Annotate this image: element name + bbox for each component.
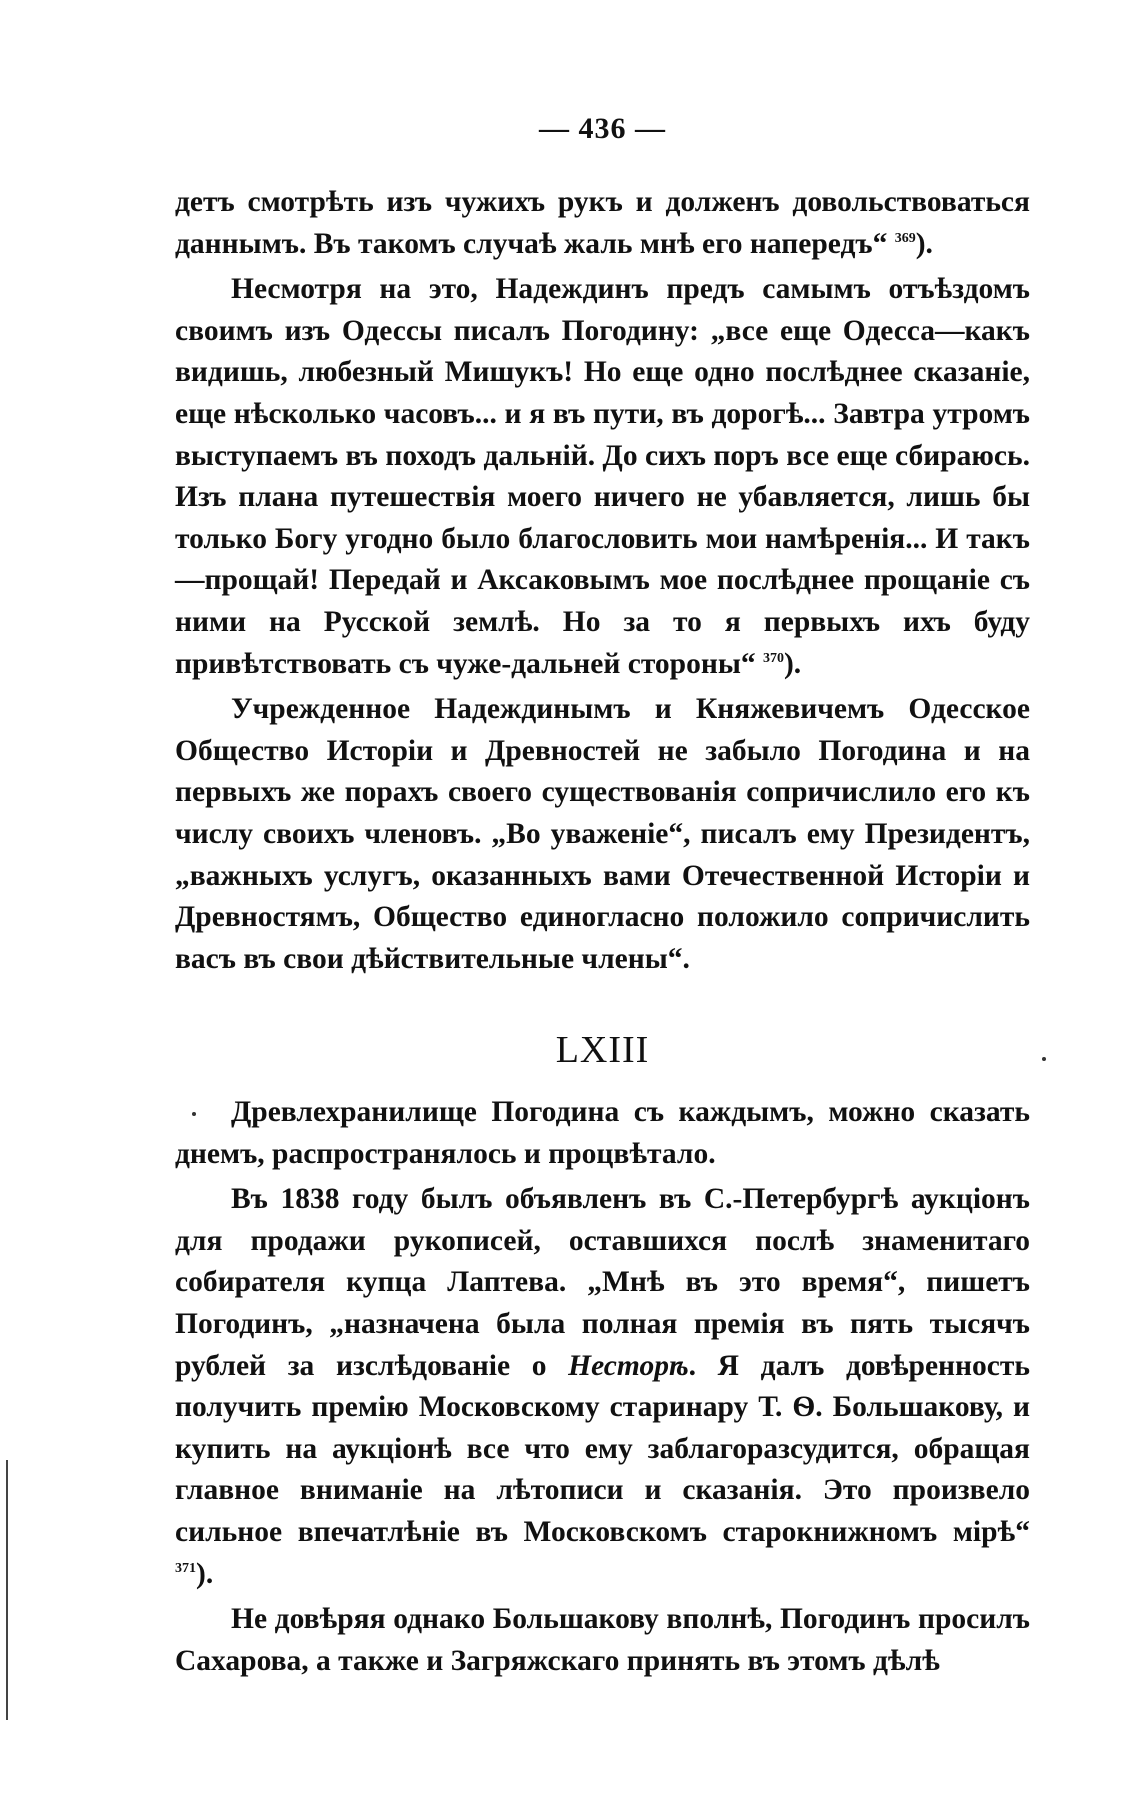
paragraph-p6 xyxy=(175,1599,1030,1682)
scan-edge-mark xyxy=(6,1460,8,1720)
paragraph-text: Древлехранилище Погодина съ каждымъ, можно сказать днемъ, распространялось и процвѣтало. xyxy=(175,1096,1030,1170)
paragraph-text: Несмотря на это, Надеждинъ предъ самымъ отъѣздомъ своимъ изъ Одессы писалъ Погодину: „все еще Одесса—какъ видишь, любезный Мишукъ! Но еще одно послѣднее сказаніе, еще нѣсколько часовъ... и я въ пути, въ дорогѣ... Завтра утромъ выступаемъ въ походъ дальній. До сихъ поръ все еще сбираюсь. Изъ плана путешествія моего ничего не убавляется, лишь бы только Богу угодно было благословить мои намѣренія... И такъ—прощай! Передай и Аксаковымъ мое послѣднее прощаніе съ ними на Русской землѣ. Но за то я первыхъ ихъ буду привѣтствовать съ чуже-дальней стороны“ xyxy=(175,273,1030,680)
paragraph-text: ). xyxy=(196,1557,214,1590)
paragraph-p5 xyxy=(175,1179,1030,1595)
section-heading: LXIII xyxy=(555,1029,650,1071)
text-block-before-heading xyxy=(175,182,1030,980)
paragraph-p4 xyxy=(175,1092,1030,1175)
footnote-ref: 370 xyxy=(762,650,784,666)
paragraph-p3 xyxy=(175,689,1030,980)
paragraph-p1 xyxy=(175,182,1030,265)
text-block-after-heading xyxy=(175,1092,1030,1682)
paragraph-text: Учрежденное Надеждинымъ и Княжевичемъ Одесское Общество Исторіи и Древностей не забыло Погодина и на первыхъ же порахъ своего существованія сопричислило его къ числу своихъ членовъ. „Во уваженіе“, писалъ ему Президентъ, „важныхъ услугъ, оказанныхъ вами Отечественной Исторіи и Древностямъ, Общество единогласно положило сопричислить васъ въ свои дѣйствительные члены“. xyxy=(175,693,1030,975)
book-page xyxy=(175,0,1030,1811)
paragraph-text: ). xyxy=(783,647,802,680)
scan-speck xyxy=(1042,1057,1046,1061)
paragraph-p2 xyxy=(175,269,1030,685)
paragraph-text: Не довѣряя однако Большакову вполнѣ, Погодинъ просилъ Сахарова, а также и Загряжскаго принять въ этомъ дѣлѣ xyxy=(175,1603,1030,1677)
footnote-ref: 369 xyxy=(894,230,916,246)
paragraph-text: . Я далъ довѣренность получить премію Московскому старинару Т. Ѳ. Большакову, и купить на аукціонѣ все что ему заблагоразсудится, обращая главное вниманіе на лѣтописи и сказанія. Это произвело сильное впечатлѣніе въ Московскомъ старокнижномъ мірѣ“ xyxy=(175,1349,1030,1548)
italic-text: Несторѣ xyxy=(568,1349,689,1382)
page-number: — 436 — xyxy=(539,112,666,145)
paragraph-text: Въ 1838 году былъ объявленъ въ С.-Петербургѣ аукціонъ для продажи рукописей, оставшихся послѣ знаменитаго собирателя купца Лаптева. „Мнѣ въ это время“, пишетъ Погодинъ, „назначена была полная премія въ пять тысячъ рублей за изслѣдованіе о xyxy=(175,1183,1030,1382)
paragraph-text: детъ смотрѣть изъ чужихъ рукъ и долженъ довольствоваться даннымъ. Въ такомъ случаѣ жаль мнѣ его напередъ“ xyxy=(175,186,1030,260)
paragraph-text: ). xyxy=(915,227,933,260)
footnote-ref: 371 xyxy=(175,1560,196,1576)
